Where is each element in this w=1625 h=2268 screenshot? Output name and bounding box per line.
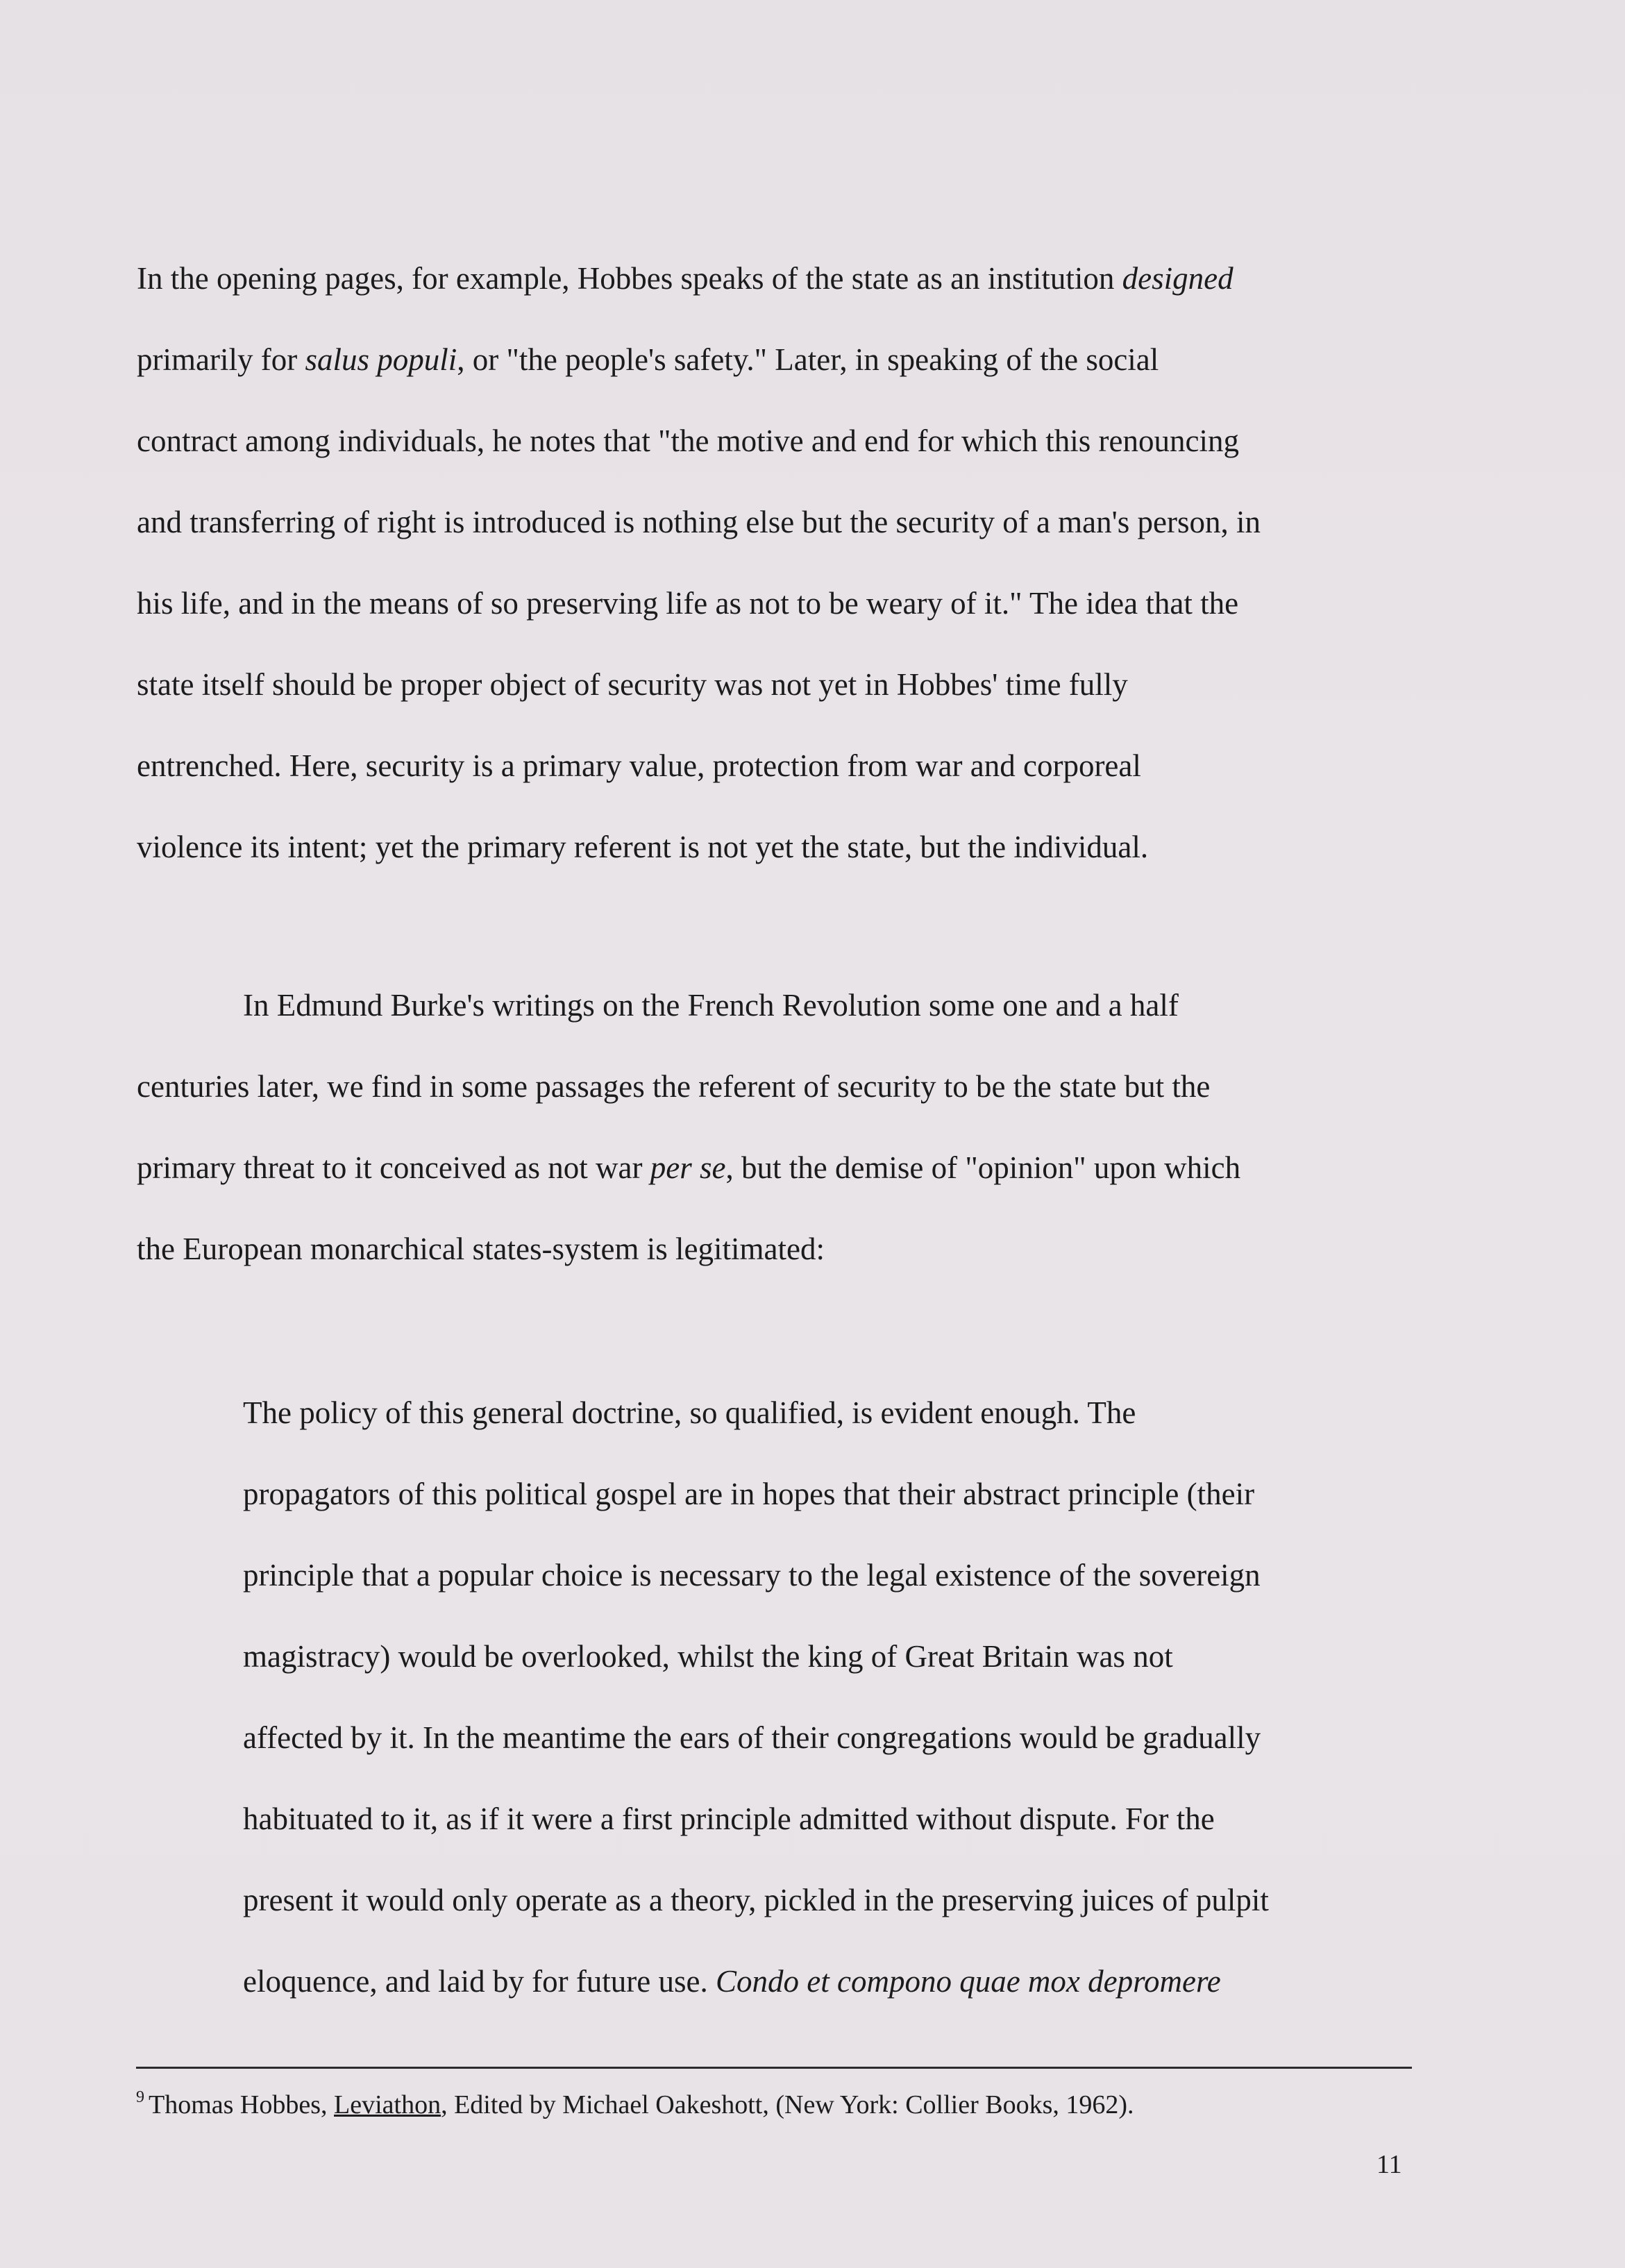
footnote-publication: , Edited by Michael Oakeshott, (New York: Collier Books, 1962). [441, 2090, 1134, 2119]
text-line: state itself should be proper object of security was not yet in Hobbes' time fully [137, 667, 1128, 702]
block-quote-burke [243, 1372, 1423, 2022]
text-line: centuries later, we find in some passages the referent of security to be the state but the [137, 1069, 1211, 1104]
text-line: violence its intent; yet the primary referent is not yet the state, but the individual. [137, 830, 1149, 864]
paragraph-hobbes [137, 238, 1407, 888]
quote-line: habituated to it, as if it were a first principle admitted without dispute. For the [243, 1801, 1215, 1836]
page-number: 11 [1376, 2150, 1402, 2179]
text-line: In Edmund Burke's writings on the French Revolution some one and a half [243, 988, 1179, 1023]
text-line: entrenched. Here, security is a primary value, protection from war and corporeal [137, 748, 1141, 783]
text-line: the European monarchical states-system is legitimated: [137, 1232, 825, 1266]
footnote-title: Leviathon [334, 2090, 441, 2119]
text-line: In the opening pages, for example, Hobbes speaks of the state as an institution designed [137, 261, 1234, 296]
footnote [136, 2078, 1134, 2124]
quote-line: principle that a popular choice is necessary to the legal existence of the sovereign [243, 1558, 1261, 1593]
quote-line: eloquence, and laid by for future use. Condo et compono quae mox depromere [243, 1964, 1221, 1999]
footnote-number: 9 [136, 2088, 144, 2106]
text-line: his life, and in the means of so preserving life as not to be weary of it." The idea that the [137, 586, 1239, 621]
text-line: contract among individuals, he notes that "the motive and end for which this renouncing [137, 423, 1239, 458]
paragraph-burke [137, 965, 1407, 1290]
quote-line: propagators of this political gospel are in hopes that their abstract principle (their [243, 1477, 1255, 1511]
quote-line: affected by it. In the meantime the ears of their congregations would be gradually [243, 1720, 1261, 1755]
footnote-separator [136, 2067, 1412, 2069]
text-line: and transferring of right is introduced is nothing else but the security of a man's person, in [137, 505, 1261, 539]
footnote-author: Thomas Hobbes, [149, 2090, 335, 2119]
quote-line: The policy of this general doctrine, so qualified, is evident enough. The [243, 1395, 1136, 1430]
text-line: primarily for salus populi, or "the people's safety." Later, in speaking of the social [137, 342, 1159, 377]
quote-line: magistracy) would be overlooked, whilst the king of Great Britain was not [243, 1639, 1173, 1674]
quote-line: present it would only operate as a theory, pickled in the preserving juices of pulpit [243, 1883, 1269, 1917]
text-line: primary threat to it conceived as not war per se, but the demise of "opinion" upon which [137, 1150, 1241, 1185]
